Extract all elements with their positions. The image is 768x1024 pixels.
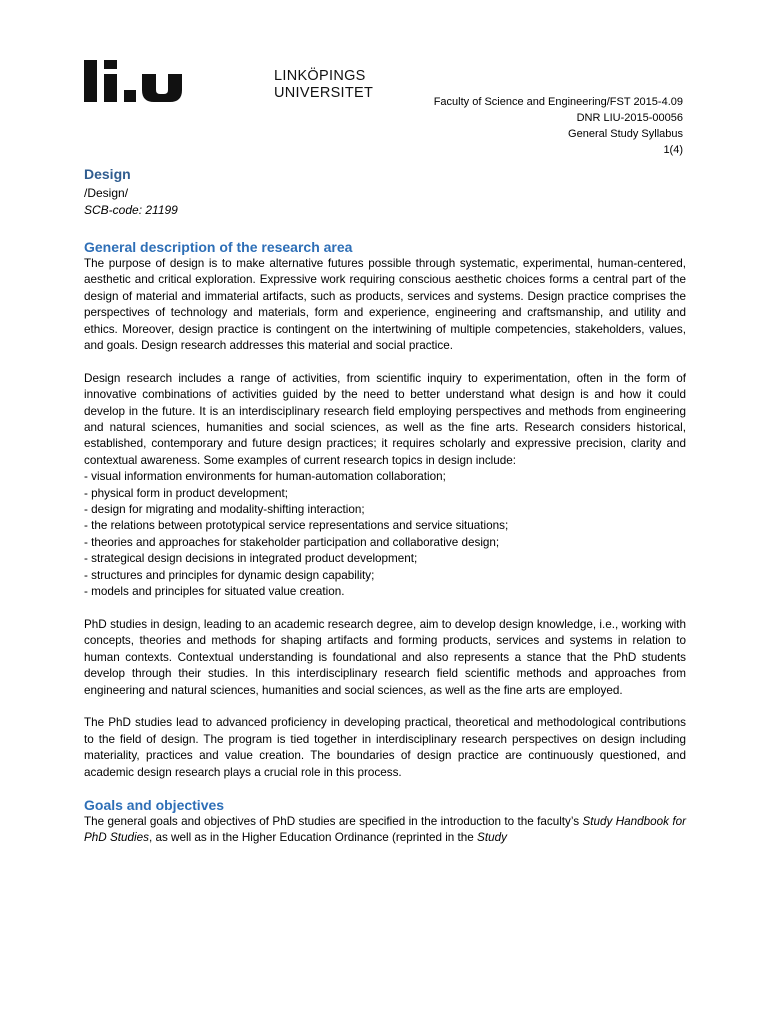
list-item: - the relations between prototypical service representations and service situations;: [84, 519, 509, 533]
heading-general-description: General description of the research area: [84, 239, 353, 255]
paragraph-phd-studies: PhD studies in design, leading to an academic research degree, aim to develop design knowledge, i.e., working with concepts, theories and methods for shaping artifacts and forming products, services and systems in relation to human contexts. Contextual understanding is foundational and also represents a stance that the PhD students develop through their studies. In this interdisciplinary research field scientific methods and approaches from engineering and natural sciences, humanities and social sciences, as well as the fine arts are employed.: [84, 617, 686, 697]
meta-page-number: 1(4): [663, 144, 683, 156]
meta-dnr: DNR LIU-2015-00056: [576, 112, 683, 124]
goals-italic-handbook: Study Handbook for PhD Studies: [84, 814, 686, 845]
meta-doc-type: General Study Syllabus: [568, 128, 683, 140]
list-item: - design for migrating and modality-shifting interaction;: [84, 503, 365, 517]
scb-code: SCB-code: 21199: [84, 203, 178, 217]
heading-goals-objectives: Goals and objectives: [84, 796, 225, 813]
logo-wordmark: [274, 68, 373, 102]
research-topics-list: [84, 469, 686, 600]
paragraph-design-research: Design research includes a range of activities, from scientific inquiry to experimentation, often in the form of innovative combinations of activities guided by the need to better understand what design is and how it could develop in the future. It is an interdisciplinary research field employing perspectives and methods from engineering and natural sciences, humanities and social sciences, as well as the fine arts. Research considers historical, established, contemporary and future design practices; it requires scholarly and expressive precision, clarity and contextual awareness. Some examples of current research topics in design include:: [84, 371, 686, 467]
document-meta: [434, 94, 683, 158]
list-item: - structures and principles for dynamic design capability;: [84, 568, 375, 582]
document-title: Design: [84, 166, 131, 182]
paragraph-purpose: The purpose of design is to make alternative futures possible through systematic, experimental, human-centered, aesthetic and critical exploration. Expressive work requiring conscious aesthetic choices forms a central part of the design of material and immaterial artifacts, such as products, services and systems. Design practice comprises the perspectives of technology and materials, form and experience, engineering and craftsmanship, and utility and ethics. Moreover, design practice is contingent on the intertwining of multiple competencies, stakeholders, values, and goals. Design research addresses this material and social practice.: [84, 257, 686, 353]
document-body: [84, 238, 686, 847]
logo-wordmark-line2: UNIVERSITET: [274, 85, 374, 101]
goals-italic-study: Study: [477, 831, 507, 845]
list-item: - models and principles for situated value creation.: [84, 585, 345, 599]
document-subtitle: /Design/: [84, 186, 129, 200]
goals-text-before: The general goals and objectives of PhD studies are specified in the introduction to the faculty’s: [84, 814, 583, 828]
list-item: - theories and approaches for stakeholder participation and collaborative design;: [84, 535, 500, 549]
paragraph-goals: [84, 814, 686, 847]
goals-text-middle: , as well as in the Higher Education Ordinance (reprinted in the: [148, 831, 478, 845]
meta-faculty: Faculty of Science and Engineering/FST 2015-4.09: [433, 96, 683, 108]
list-item: - physical form in product development;: [84, 486, 288, 500]
liu-mark-icon: [84, 60, 264, 106]
list-item: - strategical design decisions in integrated product development;: [84, 552, 418, 566]
logo-wordmark-line1: LINKÖPINGS: [274, 68, 366, 84]
paragraph-phd-outcomes: The PhD studies lead to advanced proficiency in developing practical, theoretical and methodological contributions to the field of design. The program is tied together in interdisciplinary research perspectives on design including materiality, practices and value creation. The boundaries of design practice are continuously questioned, and academic design research plays a crucial role in this process.: [84, 716, 686, 779]
list-item: - visual information environments for human-automation collaboration;: [84, 470, 446, 484]
